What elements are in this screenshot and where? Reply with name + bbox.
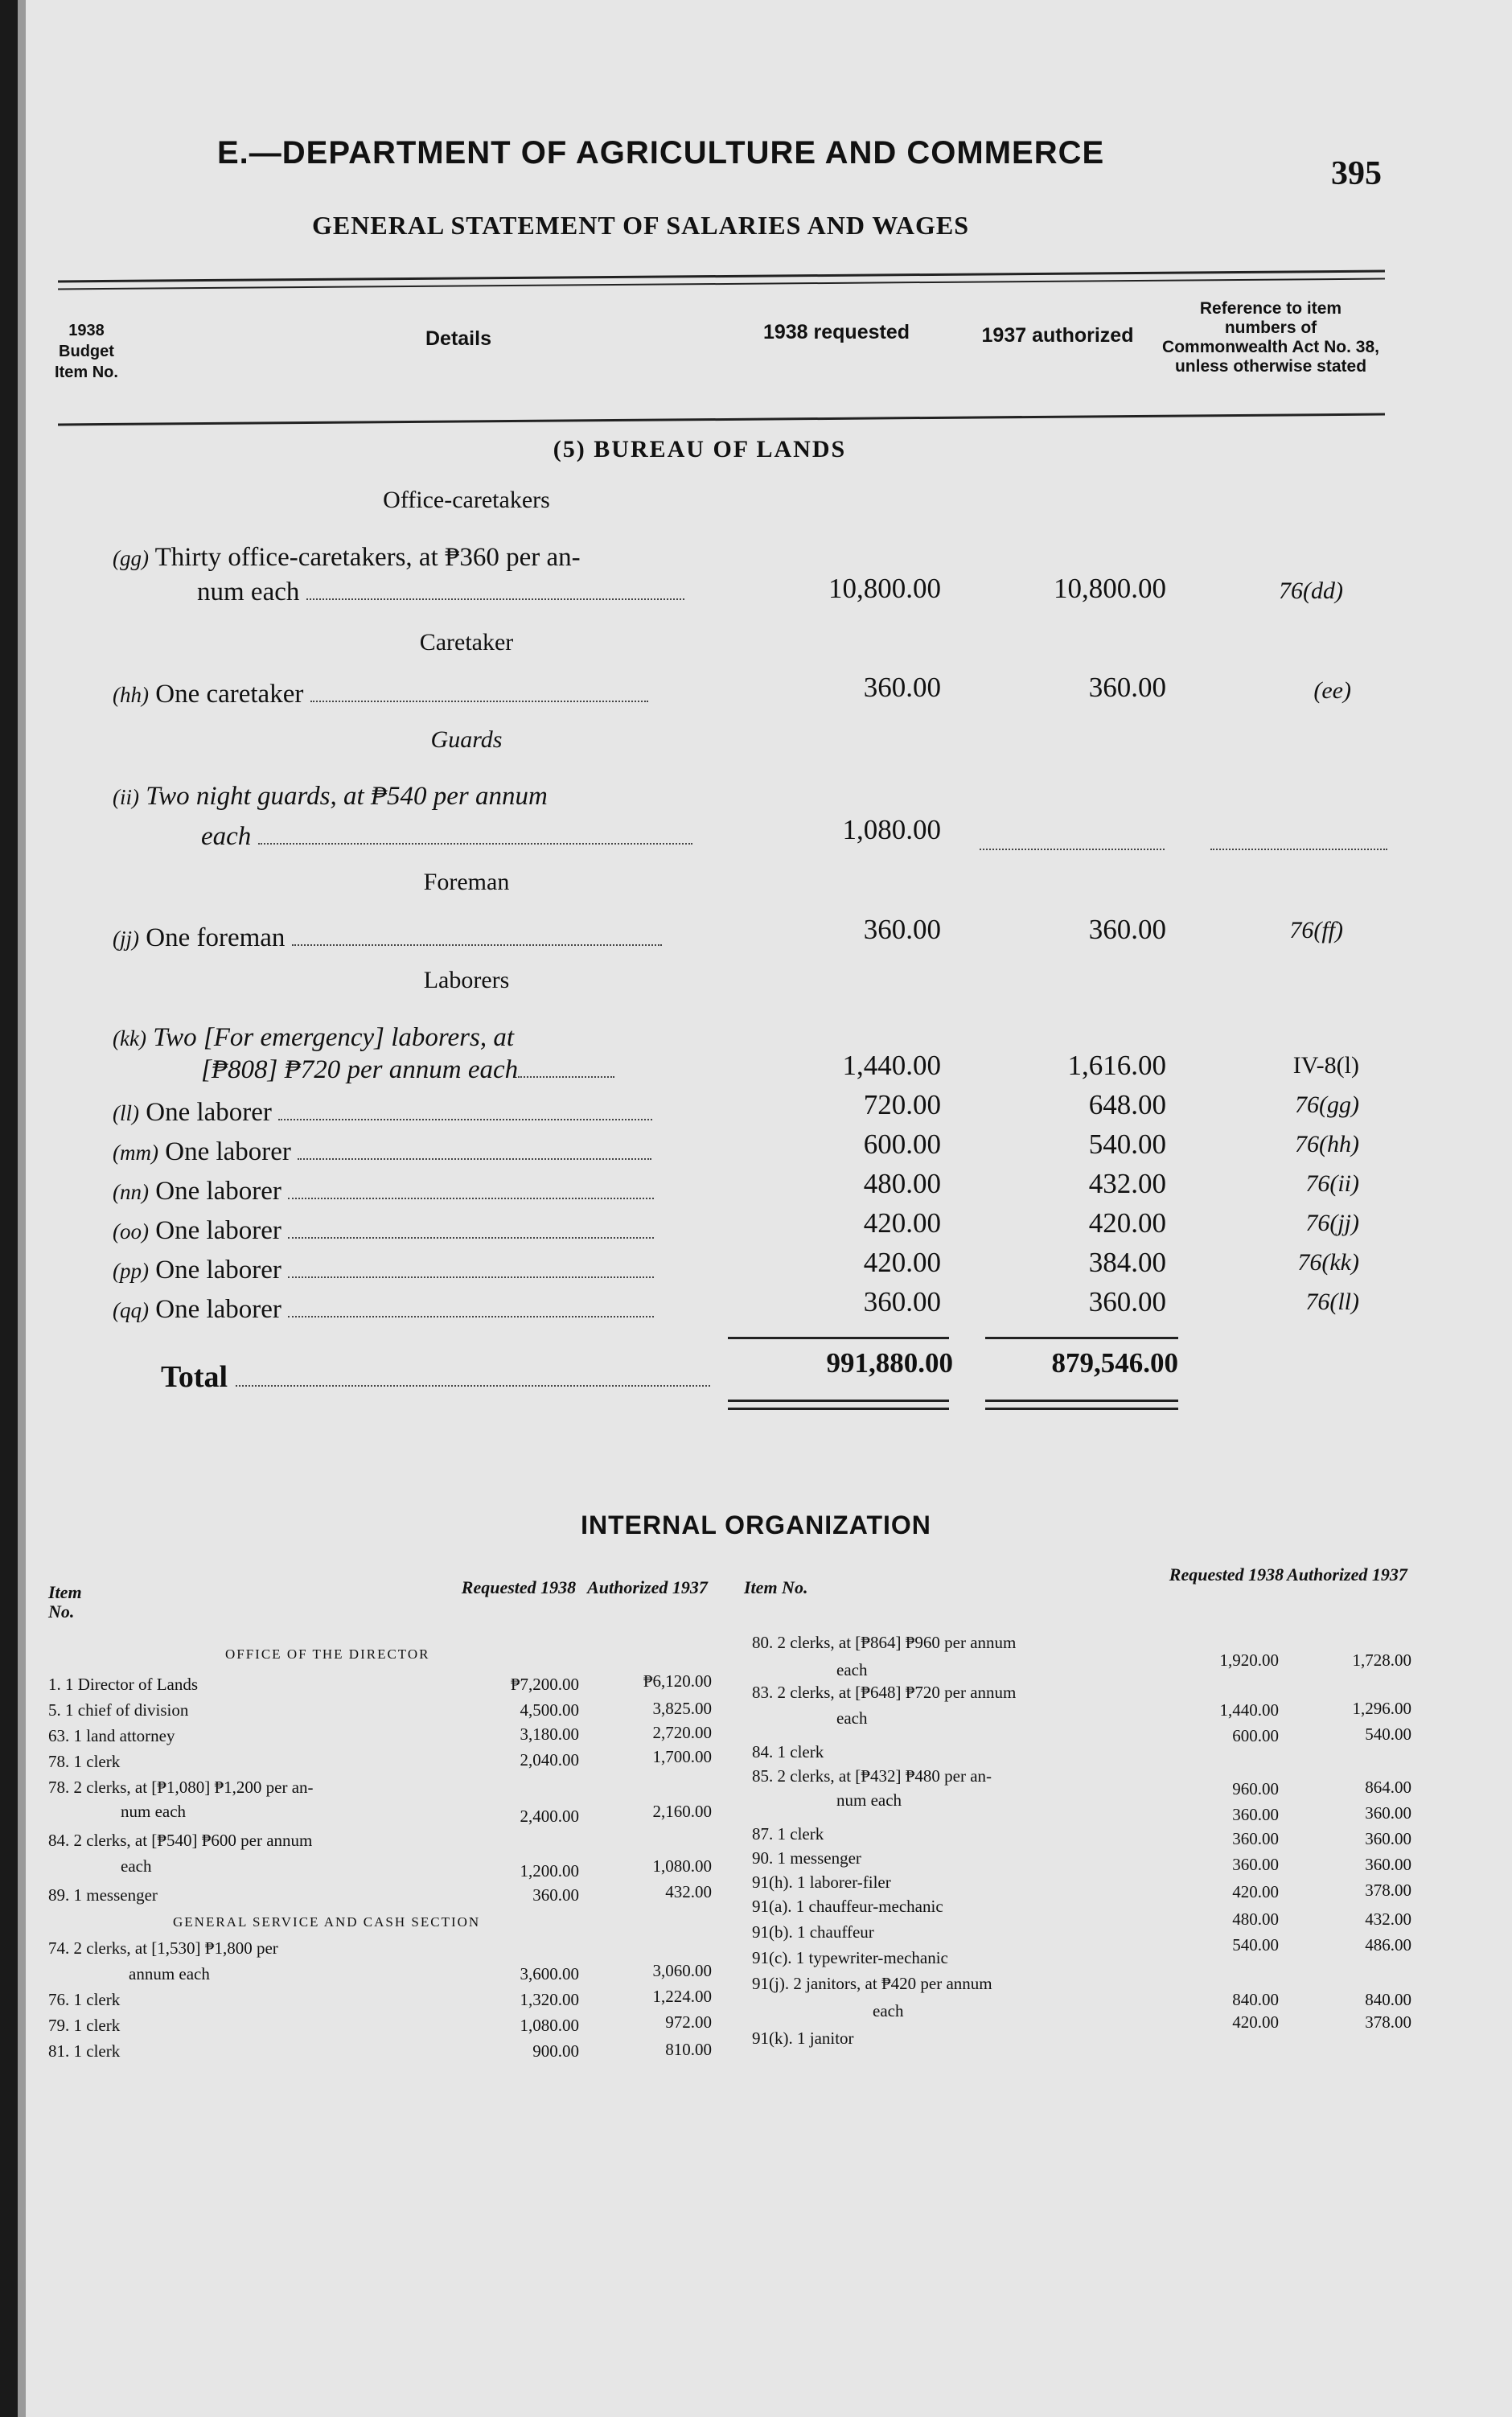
left-list-req: 3,180.00 [520, 1724, 579, 1744]
left-list-item: 81. 1 clerk [48, 2041, 121, 2061]
dot-leader [288, 1194, 654, 1199]
item-nn-authorized: 432.00 [1088, 1168, 1166, 1199]
item-gg-line1 [113, 543, 581, 573]
item-pp-requested: 420.00 [863, 1247, 941, 1278]
right-list-auth: 378.00 [1365, 1881, 1411, 1900]
item-detail: One laborer [155, 1256, 281, 1285]
item-kk-authorized: 1,616.00 [1067, 1050, 1166, 1081]
item-ii-authorized-blank [980, 840, 1165, 854]
dot-leader [258, 840, 692, 845]
item-jj-line1 [113, 923, 662, 953]
right-list-req: 420.00 [1232, 1882, 1279, 1901]
right-list-auth: 540.00 [1365, 1724, 1411, 1744]
item-qq-ref: 76(ll) [1305, 1289, 1359, 1315]
left-list-req: ₱7,200.00 [510, 1675, 579, 1694]
col-reference: Reference to item numbers of Commonwealth Act No. 38, unless otherwise stated [1162, 299, 1379, 376]
left-list-auth: 1,700.00 [652, 1747, 712, 1766]
item-detail: Two [For emergency] laborers, at [153, 1023, 515, 1052]
item-ii-requested: 1,080.00 [842, 814, 941, 845]
item-gg-requested: 10,800.00 [828, 573, 941, 604]
item-kk-line2 [201, 1055, 614, 1085]
left-list-req: 1,320.00 [520, 1990, 579, 2009]
item-ii-ref-blank [1210, 840, 1387, 854]
right-list-item: 91(k). 1 janitor [752, 2029, 854, 2048]
left-list-req: 2,040.00 [520, 1750, 579, 1770]
item-code: (ii) [113, 785, 139, 809]
item-code: (pp) [113, 1259, 149, 1283]
total-authorized: 879,546.00 [1051, 1347, 1178, 1379]
internal-left-auth-head: Authorized 1937 [587, 1577, 708, 1597]
dot-leader [288, 1273, 654, 1278]
right-list-auth: 360.00 [1365, 1829, 1411, 1848]
right-list-auth: 360.00 [1365, 1803, 1411, 1823]
left-list-auth: ₱6,120.00 [643, 1671, 712, 1691]
item-code: (ll) [113, 1101, 139, 1125]
left-list-item-cont: annum each [129, 1964, 210, 1983]
item-mm-ref: 76(hh) [1295, 1131, 1359, 1157]
left-list-auth: 3,825.00 [652, 1699, 712, 1718]
item-detail-cont: each [201, 822, 252, 851]
right-list-auth: 1,728.00 [1352, 1650, 1411, 1670]
dot-leader [306, 595, 684, 600]
item-pp-authorized: 384.00 [1088, 1247, 1166, 1278]
right-list-req: 360.00 [1232, 1829, 1279, 1848]
left-list-item: 63. 1 land attorney [48, 1726, 175, 1745]
right-list-item-cont: each [873, 2001, 904, 2020]
item-hh-line1 [113, 680, 648, 709]
item-oo-ref: 76(jj) [1305, 1210, 1359, 1236]
right-list-auth: 1,296.00 [1352, 1699, 1411, 1718]
dot-leader [288, 1234, 654, 1239]
group-caretaker: Caretaker [419, 629, 514, 656]
right-list-req: 960.00 [1232, 1779, 1279, 1798]
group-guards: Guards [430, 726, 503, 753]
right-list-req: 540.00 [1232, 1935, 1279, 1955]
right-list-req: 480.00 [1232, 1909, 1279, 1929]
left-list-item: 78. 2 clerks, at [₱1,080] ₱1,200 per an- [48, 1778, 314, 1797]
total-rule-authorized [985, 1337, 1178, 1339]
internal-left-req-head: Requested 1938 [461, 1577, 577, 1597]
left-list-item: 79. 1 clerk [48, 2016, 121, 2035]
left-list-item-cont: num each [121, 1802, 187, 1821]
item-gg-ref: 76(dd) [1279, 578, 1343, 604]
item-detail: One laborer [146, 1098, 272, 1127]
item-nn-ref: 76(ii) [1305, 1170, 1359, 1197]
item-jj-authorized: 360.00 [1088, 914, 1166, 945]
item-oo-line1 [113, 1216, 654, 1246]
item-detail: One laborer [155, 1295, 281, 1324]
right-list-item-cont: each [836, 1708, 868, 1728]
item-hh-requested: 360.00 [863, 672, 941, 703]
department-title: E.—DEPARTMENT OF AGRICULTURE AND COMMERCE [217, 135, 1105, 171]
group-office-caretakers: Office-caretakers [383, 487, 550, 513]
item-detail-cont: num each [197, 578, 300, 606]
item-code: (oo) [113, 1219, 149, 1243]
right-list-item: 91(b). 1 chauffeur [752, 1922, 874, 1942]
left-list-item: 76. 1 clerk [48, 1990, 121, 2009]
right-list-auth: 864.00 [1365, 1778, 1411, 1797]
dot-leader [980, 845, 1165, 850]
item-hh-authorized: 360.00 [1088, 672, 1166, 703]
item-ll-requested: 720.00 [863, 1089, 941, 1120]
item-ll-ref: 76(gg) [1295, 1091, 1359, 1118]
left-list-auth: 3,060.00 [652, 1961, 712, 1980]
col-details: Details [425, 327, 491, 350]
item-code: (mm) [113, 1141, 158, 1165]
right-list-auth: 432.00 [1365, 1909, 1411, 1929]
total-underline-authorized [985, 1400, 1178, 1402]
left-list-item: 78. 1 clerk [48, 1752, 121, 1771]
left-list-item: 74. 2 clerks, at [1,530] ₱1,800 per [48, 1938, 278, 1958]
total-label: Total [161, 1360, 228, 1394]
item-detail: Thirty office-caretakers, at ₱360 per an- [154, 543, 581, 572]
internal-right-req-head: Requested 1938 [1169, 1564, 1284, 1585]
right-list-item: 80. 2 clerks, at [₱864] ₱960 per annum [752, 1633, 1017, 1652]
right-list-item: 91(h). 1 laborer-filer [752, 1872, 891, 1892]
total-underline-requested-2 [728, 1408, 949, 1410]
left-list-item-cont: each [121, 1856, 152, 1876]
total-underline-authorized-2 [985, 1408, 1178, 1410]
item-detail-cont: [₱808] ₱720 per annum each [201, 1055, 519, 1084]
left-list-req: 1,200.00 [520, 1861, 579, 1881]
right-list-item-cont: each [836, 1660, 868, 1679]
page-edge [0, 0, 18, 2417]
item-jj-ref: 76(ff) [1289, 917, 1343, 943]
group-laborers: Laborers [423, 967, 510, 993]
right-list-item: 91(a). 1 chauffeur-mechanic [752, 1897, 943, 1916]
item-hh-ref: (ee) [1313, 677, 1351, 704]
total-requested: 991,880.00 [826, 1347, 953, 1379]
total-row [161, 1359, 710, 1395]
item-mm-authorized: 540.00 [1088, 1128, 1166, 1160]
item-jj-requested: 360.00 [863, 914, 941, 945]
right-list-auth: 378.00 [1365, 2012, 1411, 2032]
general-service-heading: GENERAL SERVICE AND CASH SECTION [173, 1914, 481, 1930]
left-list-req: 3,600.00 [520, 1964, 579, 1983]
left-list-item: 84. 2 clerks, at [₱540] ₱600 per annum [48, 1831, 313, 1850]
item-code: (hh) [113, 683, 149, 707]
dot-leader [1210, 845, 1387, 850]
internal-org-title: INTERNAL ORGANIZATION [581, 1511, 931, 1539]
internal-right-auth-head: Authorized 1937 [1287, 1564, 1407, 1585]
left-list-auth: 972.00 [665, 2012, 712, 2032]
dot-leader [236, 1382, 710, 1387]
item-code: (gg) [113, 546, 149, 570]
item-oo-authorized: 420.00 [1088, 1207, 1166, 1239]
dot-leader [292, 941, 662, 946]
left-list-req: 1,080.00 [520, 2016, 579, 2035]
left-list-auth: 2,720.00 [652, 1723, 712, 1742]
internal-right-item-head: Item No. [744, 1577, 808, 1597]
item-ll-line1 [113, 1098, 652, 1128]
item-qq-requested: 360.00 [863, 1286, 941, 1317]
left-list-auth: 432.00 [665, 1882, 712, 1901]
right-list-item: 84. 1 clerk [752, 1742, 824, 1761]
item-detail: Two night guards, at ₱540 per annum [146, 782, 548, 811]
left-list-auth: 2,160.00 [652, 1802, 712, 1821]
item-nn-line1 [113, 1177, 654, 1206]
left-list-req: 4,500.00 [520, 1700, 579, 1720]
right-list-req: 1,920.00 [1219, 1650, 1279, 1670]
item-ii-line2 [201, 822, 692, 852]
item-ii-line1 [113, 782, 548, 812]
page-edge-shadow [18, 0, 26, 2417]
item-kk-requested: 1,440.00 [842, 1050, 941, 1081]
right-list-req: 420.00 [1232, 2012, 1279, 2032]
item-pp-line1 [113, 1256, 654, 1285]
group-foreman: Foreman [423, 869, 510, 895]
item-code: (nn) [113, 1180, 149, 1204]
item-detail: One laborer [165, 1137, 291, 1166]
col-authorized: 1937 authorized [981, 324, 1134, 347]
right-list-req: 840.00 [1232, 1990, 1279, 2009]
right-list-item: 91(c). 1 typewriter-mechanic [752, 1948, 948, 1967]
right-list-auth: 840.00 [1365, 1990, 1411, 2009]
right-list-item-cont: num each [836, 1790, 902, 1810]
dot-leader [518, 1073, 614, 1078]
item-ll-authorized: 648.00 [1088, 1089, 1166, 1120]
total-underline-requested [728, 1400, 949, 1402]
dot-leader [288, 1313, 654, 1317]
item-qq-line1 [113, 1295, 654, 1325]
left-list-item: 5. 1 chief of division [48, 1700, 189, 1720]
office-director-heading: OFFICE OF THE DIRECTOR [225, 1646, 430, 1662]
right-list-req: 1,440.00 [1219, 1700, 1279, 1720]
left-list-item: 1. 1 Director of Lands [48, 1675, 199, 1694]
item-code: (kk) [113, 1026, 146, 1050]
col-requested: 1938 requested [762, 321, 910, 343]
item-detail: One caretaker [155, 680, 304, 709]
header-rule-bottom [58, 413, 1385, 426]
item-detail: One foreman [146, 923, 286, 952]
left-list-req: 900.00 [532, 2041, 579, 2061]
item-gg-authorized: 10,800.00 [1054, 573, 1166, 604]
section-title: (5) BUREAU OF LANDS [553, 436, 847, 462]
dot-leader [298, 1155, 651, 1160]
item-nn-requested: 480.00 [863, 1168, 941, 1199]
total-rule-requested [728, 1337, 949, 1339]
item-gg-line2 [197, 578, 684, 607]
right-list-auth: 486.00 [1365, 1935, 1411, 1955]
dot-leader [310, 697, 648, 702]
item-mm-line1 [113, 1137, 651, 1167]
item-detail: One laborer [155, 1216, 281, 1245]
right-list-item: 83. 2 clerks, at [₱648] ₱720 per annum [752, 1683, 1017, 1702]
right-list-req: 600.00 [1232, 1726, 1279, 1745]
left-list-req: 2,400.00 [520, 1807, 579, 1826]
dot-leader [278, 1116, 652, 1120]
right-list-item: 87. 1 clerk [752, 1824, 824, 1844]
right-list-item: 91(j). 2 janitors, at ₱420 per annum [752, 1974, 992, 1993]
left-list-auth: 1,224.00 [652, 1987, 712, 2006]
item-mm-requested: 600.00 [863, 1128, 941, 1160]
right-list-req: 360.00 [1232, 1805, 1279, 1824]
col-item-no: 1938 Budget Item No. [55, 322, 118, 381]
item-code: (jj) [113, 927, 139, 951]
internal-left-item-head: Item No. [48, 1582, 82, 1622]
item-pp-ref: 76(kk) [1297, 1249, 1359, 1276]
left-list-req: 360.00 [532, 1885, 579, 1905]
right-list-item: 85. 2 clerks, at [₱432] ₱480 per an- [752, 1766, 992, 1786]
left-list-auth: 1,080.00 [652, 1856, 712, 1876]
page-number: 395 [1331, 155, 1382, 192]
right-list-item: 90. 1 messenger [752, 1848, 861, 1868]
left-list-auth: 810.00 [665, 2040, 712, 2059]
item-detail: One laborer [155, 1177, 281, 1206]
right-list-auth: 360.00 [1365, 1855, 1411, 1874]
item-oo-requested: 420.00 [863, 1207, 941, 1239]
item-kk-ref: IV-8(l) [1292, 1052, 1359, 1079]
item-kk-line1 [113, 1023, 514, 1053]
right-list-req: 360.00 [1232, 1855, 1279, 1874]
item-code: (qq) [113, 1298, 149, 1322]
statement-subtitle: GENERAL STATEMENT OF SALARIES AND WAGES [312, 211, 969, 240]
item-qq-authorized: 360.00 [1088, 1286, 1166, 1317]
left-list-item: 89. 1 messenger [48, 1885, 158, 1905]
